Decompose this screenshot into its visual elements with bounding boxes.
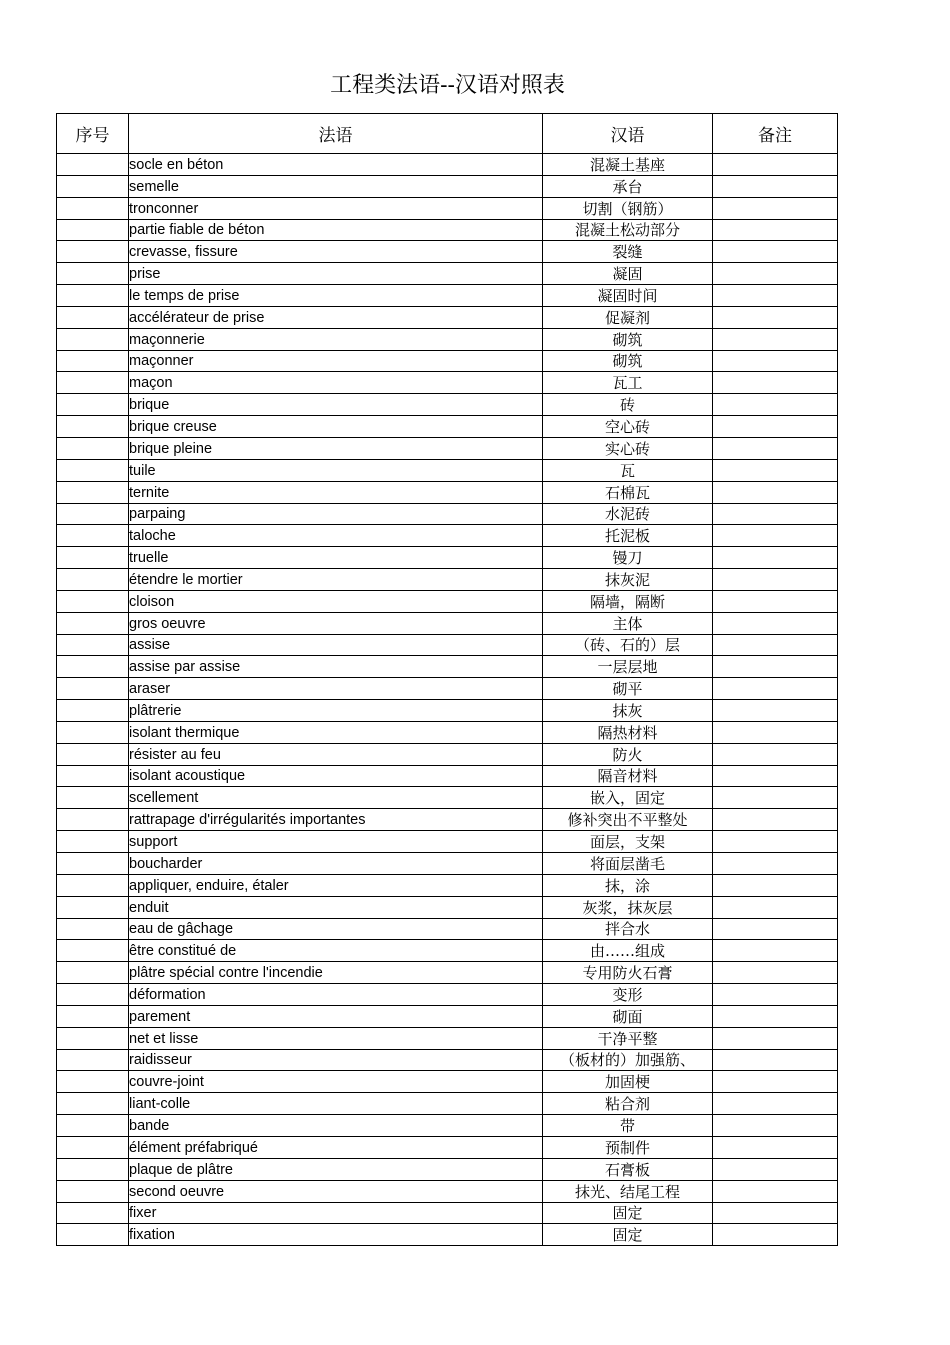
- notes-cell: [713, 678, 838, 700]
- chinese-term-cell: 固定: [543, 1224, 713, 1246]
- number-cell: [57, 459, 129, 481]
- french-term-cell: second oeuvre: [129, 1180, 543, 1202]
- french-term-cell: support: [129, 831, 543, 853]
- french-term-cell: bande: [129, 1115, 543, 1137]
- table-row: [57, 372, 838, 394]
- number-cell: [57, 569, 129, 591]
- notes-cell: [713, 743, 838, 765]
- notes-cell: [713, 787, 838, 809]
- notes-cell: [713, 197, 838, 219]
- french-term-cell: parement: [129, 1005, 543, 1027]
- number-cell: [57, 1158, 129, 1180]
- table-row: [57, 525, 838, 547]
- page-title: 工程类法语--汉语对照表: [330, 73, 565, 98]
- number-cell: [57, 372, 129, 394]
- chinese-term-cell: 砌平: [543, 678, 713, 700]
- number-cell: [57, 940, 129, 962]
- notes-cell: [713, 590, 838, 612]
- table-row: [57, 154, 838, 176]
- french-term-cell: enduit: [129, 896, 543, 918]
- notes-cell: [713, 372, 838, 394]
- table-row: [57, 874, 838, 896]
- notes-cell: [713, 896, 838, 918]
- notes-cell: [713, 1093, 838, 1115]
- french-term-cell: couvre-joint: [129, 1071, 543, 1093]
- french-term-cell: socle en béton: [129, 154, 543, 176]
- table-row: [57, 219, 838, 241]
- french-term-cell: le temps de prise: [129, 285, 543, 307]
- chinese-term-cell: 凝固时间: [543, 285, 713, 307]
- number-cell: [57, 1005, 129, 1027]
- notes-cell: [713, 1224, 838, 1246]
- notes-cell: [713, 547, 838, 569]
- chinese-term-cell: 加固梗: [543, 1071, 713, 1093]
- header-row: [57, 114, 838, 154]
- french-term-cell: raidisseur: [129, 1049, 543, 1071]
- chinese-term-cell: 砌筑: [543, 350, 713, 372]
- french-term-cell: maçonner: [129, 350, 543, 372]
- french-term-cell: rattrapage d'irrégularités importantes: [129, 809, 543, 831]
- chinese-term-cell: 砌面: [543, 1005, 713, 1027]
- table-row: [57, 328, 838, 350]
- french-term-cell: gros oeuvre: [129, 612, 543, 634]
- chinese-term-cell: 裂缝: [543, 241, 713, 263]
- notes-cell: [713, 721, 838, 743]
- table-row: [57, 481, 838, 503]
- table-row: [57, 1093, 838, 1115]
- number-cell: [57, 328, 129, 350]
- header-chinese: 汉语: [543, 114, 713, 154]
- french-term-cell: parpaing: [129, 503, 543, 525]
- number-cell: [57, 154, 129, 176]
- notes-cell: [713, 241, 838, 263]
- chinese-term-cell: 砌筑: [543, 328, 713, 350]
- notes-cell: [713, 306, 838, 328]
- chinese-term-cell: 空心砖: [543, 416, 713, 438]
- chinese-term-cell: 隔热材料: [543, 721, 713, 743]
- french-term-cell: taloche: [129, 525, 543, 547]
- table-row: [57, 656, 838, 678]
- french-term-cell: assise par assise: [129, 656, 543, 678]
- table-row: [57, 1224, 838, 1246]
- table-row: [57, 263, 838, 285]
- notes-cell: [713, 1071, 838, 1093]
- french-term-cell: araser: [129, 678, 543, 700]
- number-cell: [57, 241, 129, 263]
- number-cell: [57, 481, 129, 503]
- table-row: [57, 1136, 838, 1158]
- table-row: [57, 634, 838, 656]
- number-cell: [57, 1071, 129, 1093]
- french-term-cell: brique creuse: [129, 416, 543, 438]
- table-body: [57, 154, 838, 1246]
- number-cell: [57, 765, 129, 787]
- chinese-term-cell: （板材的）加强筋、: [543, 1049, 713, 1071]
- chinese-term-cell: 预制件: [543, 1136, 713, 1158]
- table-row: [57, 809, 838, 831]
- table-row: [57, 241, 838, 263]
- notes-cell: [713, 984, 838, 1006]
- french-term-cell: liant-colle: [129, 1093, 543, 1115]
- table-row: [57, 1049, 838, 1071]
- table-row: [57, 700, 838, 722]
- chinese-term-cell: 抹，涂: [543, 874, 713, 896]
- french-term-cell: maçonnerie: [129, 328, 543, 350]
- number-cell: [57, 634, 129, 656]
- chinese-term-cell: 隔音材料: [543, 765, 713, 787]
- table-row: [57, 962, 838, 984]
- table-row: [57, 569, 838, 591]
- notes-cell: [713, 918, 838, 940]
- number-cell: [57, 962, 129, 984]
- notes-cell: [713, 219, 838, 241]
- table-row: [57, 503, 838, 525]
- french-term-cell: fixer: [129, 1202, 543, 1224]
- notes-cell: [713, 525, 838, 547]
- number-cell: [57, 503, 129, 525]
- table-row: [57, 940, 838, 962]
- table-row: [57, 721, 838, 743]
- french-term-cell: eau de gâchage: [129, 918, 543, 940]
- chinese-term-cell: 砖: [543, 394, 713, 416]
- chinese-term-cell: 主体: [543, 612, 713, 634]
- notes-cell: [713, 656, 838, 678]
- notes-cell: [713, 1202, 838, 1224]
- french-term-cell: semelle: [129, 175, 543, 197]
- french-term-cell: plaque de plâtre: [129, 1158, 543, 1180]
- chinese-term-cell: 面层，支架: [543, 831, 713, 853]
- notes-cell: [713, 1136, 838, 1158]
- table-row: [57, 1071, 838, 1093]
- table-row: [57, 1027, 838, 1049]
- chinese-term-cell: 修补突出不平整处: [543, 809, 713, 831]
- french-term-cell: tuile: [129, 459, 543, 481]
- notes-cell: [713, 1180, 838, 1202]
- number-cell: [57, 743, 129, 765]
- chinese-term-cell: 将面层凿毛: [543, 853, 713, 875]
- table-row: [57, 743, 838, 765]
- number-cell: [57, 1093, 129, 1115]
- table-row: [57, 896, 838, 918]
- notes-cell: [713, 437, 838, 459]
- chinese-term-cell: 凝固: [543, 263, 713, 285]
- number-cell: [57, 831, 129, 853]
- french-term-cell: maçon: [129, 372, 543, 394]
- notes-cell: [713, 1115, 838, 1137]
- number-cell: [57, 1027, 129, 1049]
- notes-cell: [713, 175, 838, 197]
- notes-cell: [713, 962, 838, 984]
- table-row: [57, 394, 838, 416]
- french-term-cell: étendre le mortier: [129, 569, 543, 591]
- header-french: 法语: [129, 114, 543, 154]
- notes-cell: [713, 328, 838, 350]
- french-term-cell: truelle: [129, 547, 543, 569]
- french-term-cell: fixation: [129, 1224, 543, 1246]
- notes-cell: [713, 853, 838, 875]
- number-cell: [57, 896, 129, 918]
- notes-cell: [713, 154, 838, 176]
- number-cell: [57, 656, 129, 678]
- notes-cell: [713, 503, 838, 525]
- notes-cell: [713, 1049, 838, 1071]
- number-cell: [57, 306, 129, 328]
- number-cell: [57, 1049, 129, 1071]
- chinese-term-cell: 瓦工: [543, 372, 713, 394]
- table-row: [57, 831, 838, 853]
- french-term-cell: partie fiable de béton: [129, 219, 543, 241]
- number-cell: [57, 721, 129, 743]
- french-term-cell: crevasse, fissure: [129, 241, 543, 263]
- table-row: [57, 787, 838, 809]
- chinese-term-cell: 瓦: [543, 459, 713, 481]
- french-term-cell: plâtre spécial contre l'incendie: [129, 962, 543, 984]
- number-cell: [57, 1115, 129, 1137]
- number-cell: [57, 437, 129, 459]
- number-cell: [57, 853, 129, 875]
- number-cell: [57, 1202, 129, 1224]
- chinese-term-cell: （砖、石的）层: [543, 634, 713, 656]
- number-cell: [57, 263, 129, 285]
- table-row: [57, 1180, 838, 1202]
- number-cell: [57, 678, 129, 700]
- notes-cell: [713, 634, 838, 656]
- chinese-term-cell: 一层层地: [543, 656, 713, 678]
- chinese-term-cell: 灰浆，抹灰层: [543, 896, 713, 918]
- notes-cell: [713, 394, 838, 416]
- number-cell: [57, 874, 129, 896]
- table-row: [57, 1005, 838, 1027]
- french-term-cell: plâtrerie: [129, 700, 543, 722]
- french-term-cell: brique pleine: [129, 437, 543, 459]
- table-row: [57, 590, 838, 612]
- chinese-term-cell: 石膏板: [543, 1158, 713, 1180]
- chinese-term-cell: 承台: [543, 175, 713, 197]
- chinese-term-cell: 干净平整: [543, 1027, 713, 1049]
- french-term-cell: assise: [129, 634, 543, 656]
- number-cell: [57, 1136, 129, 1158]
- table-row: [57, 1202, 838, 1224]
- notes-cell: [713, 809, 838, 831]
- notes-cell: [713, 285, 838, 307]
- notes-cell: [713, 350, 838, 372]
- french-term-cell: tronconner: [129, 197, 543, 219]
- chinese-term-cell: 托泥板: [543, 525, 713, 547]
- notes-cell: [713, 416, 838, 438]
- chinese-term-cell: 隔墙，隔断: [543, 590, 713, 612]
- french-term-cell: net et lisse: [129, 1027, 543, 1049]
- chinese-term-cell: 由……组成: [543, 940, 713, 962]
- table-row: [57, 285, 838, 307]
- number-cell: [57, 590, 129, 612]
- table-row: [57, 765, 838, 787]
- notes-cell: [713, 612, 838, 634]
- number-cell: [57, 219, 129, 241]
- french-term-cell: isolant thermique: [129, 721, 543, 743]
- chinese-term-cell: 变形: [543, 984, 713, 1006]
- chinese-term-cell: 抹光、结尾工程: [543, 1180, 713, 1202]
- chinese-term-cell: 拌合水: [543, 918, 713, 940]
- number-cell: [57, 547, 129, 569]
- notes-cell: [713, 1027, 838, 1049]
- french-term-cell: prise: [129, 263, 543, 285]
- chinese-term-cell: 固定: [543, 1202, 713, 1224]
- french-term-cell: élément préfabriqué: [129, 1136, 543, 1158]
- french-term-cell: scellement: [129, 787, 543, 809]
- chinese-term-cell: 专用防火石膏: [543, 962, 713, 984]
- table-row: [57, 175, 838, 197]
- table-row: [57, 1115, 838, 1137]
- notes-cell: [713, 700, 838, 722]
- table-row: [57, 459, 838, 481]
- number-cell: [57, 918, 129, 940]
- notes-cell: [713, 459, 838, 481]
- chinese-term-cell: 带: [543, 1115, 713, 1137]
- french-term-cell: être constitué de: [129, 940, 543, 962]
- number-cell: [57, 612, 129, 634]
- number-cell: [57, 175, 129, 197]
- number-cell: [57, 809, 129, 831]
- notes-cell: [713, 1005, 838, 1027]
- notes-cell: [713, 481, 838, 503]
- table-row: [57, 1158, 838, 1180]
- table-row: [57, 918, 838, 940]
- number-cell: [57, 197, 129, 219]
- number-cell: [57, 984, 129, 1006]
- glossary-table: [56, 113, 838, 1246]
- table-row: [57, 350, 838, 372]
- french-term-cell: boucharder: [129, 853, 543, 875]
- chinese-term-cell: 混凝土基座: [543, 154, 713, 176]
- table-row: [57, 612, 838, 634]
- header-number: 序号: [57, 114, 129, 154]
- chinese-term-cell: 嵌入，固定: [543, 787, 713, 809]
- number-cell: [57, 350, 129, 372]
- chinese-term-cell: 防火: [543, 743, 713, 765]
- notes-cell: [713, 831, 838, 853]
- chinese-term-cell: 混凝土松动部分: [543, 219, 713, 241]
- chinese-term-cell: 促凝剂: [543, 306, 713, 328]
- notes-cell: [713, 874, 838, 896]
- number-cell: [57, 416, 129, 438]
- table-row: [57, 416, 838, 438]
- number-cell: [57, 394, 129, 416]
- french-term-cell: ternite: [129, 481, 543, 503]
- chinese-term-cell: 石棉瓦: [543, 481, 713, 503]
- number-cell: [57, 285, 129, 307]
- table-row: [57, 306, 838, 328]
- french-term-cell: accélérateur de prise: [129, 306, 543, 328]
- notes-cell: [713, 1158, 838, 1180]
- french-term-cell: isolant acoustique: [129, 765, 543, 787]
- chinese-term-cell: 实心砖: [543, 437, 713, 459]
- chinese-term-cell: 粘合剂: [543, 1093, 713, 1115]
- header-notes: 备注: [713, 114, 838, 154]
- notes-cell: [713, 569, 838, 591]
- french-term-cell: brique: [129, 394, 543, 416]
- table-row: [57, 197, 838, 219]
- table-row: [57, 984, 838, 1006]
- number-cell: [57, 1180, 129, 1202]
- number-cell: [57, 700, 129, 722]
- notes-cell: [713, 940, 838, 962]
- number-cell: [57, 525, 129, 547]
- notes-cell: [713, 263, 838, 285]
- number-cell: [57, 787, 129, 809]
- french-term-cell: déformation: [129, 984, 543, 1006]
- french-term-cell: appliquer, enduire, étaler: [129, 874, 543, 896]
- chinese-term-cell: 抹灰泥: [543, 569, 713, 591]
- chinese-term-cell: 镘刀: [543, 547, 713, 569]
- table-row: [57, 437, 838, 459]
- number-cell: [57, 1224, 129, 1246]
- chinese-term-cell: 抹灰: [543, 700, 713, 722]
- table-row: [57, 853, 838, 875]
- chinese-term-cell: 水泥砖: [543, 503, 713, 525]
- table-row: [57, 547, 838, 569]
- chinese-term-cell: 切割（钢筋）: [543, 197, 713, 219]
- french-term-cell: résister au feu: [129, 743, 543, 765]
- table-row: [57, 678, 838, 700]
- french-term-cell: cloison: [129, 590, 543, 612]
- notes-cell: [713, 765, 838, 787]
